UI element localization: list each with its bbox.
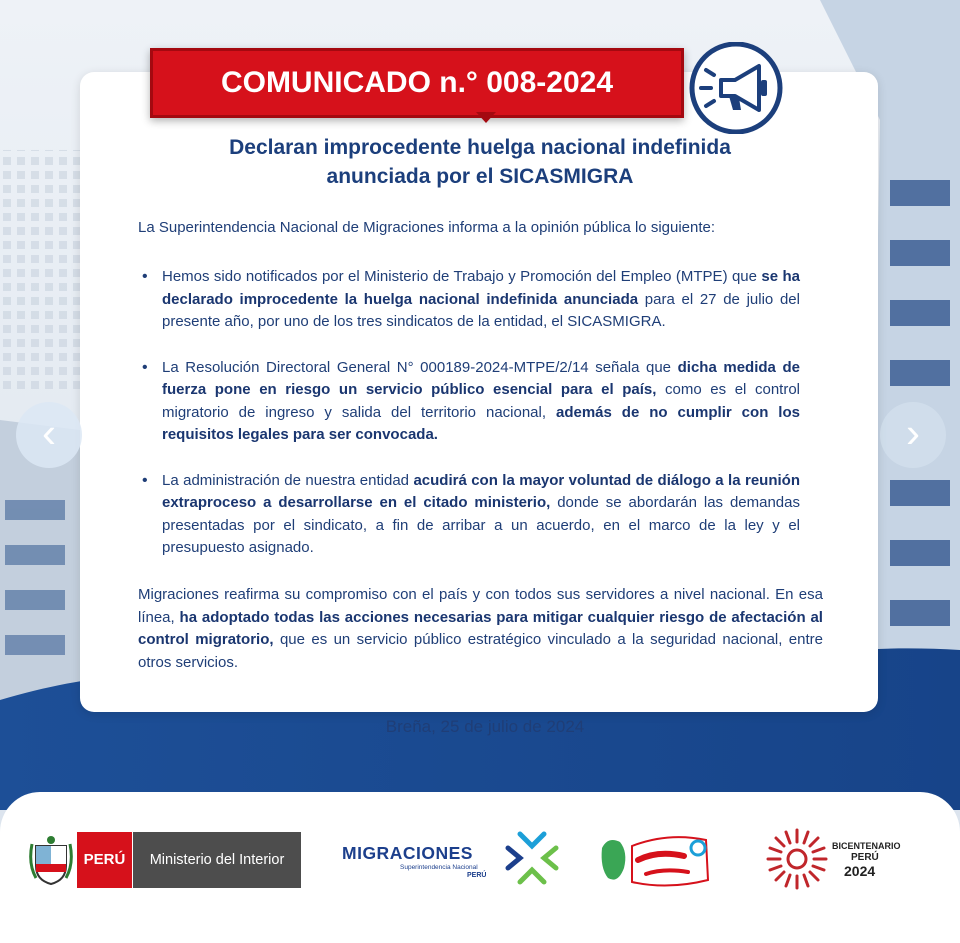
ministry-brand-box: Ministerio del Interior: [133, 832, 301, 888]
headline: [120, 133, 840, 191]
carousel-prev-button[interactable]: ‹: [16, 402, 82, 468]
migraciones-logo-subtitle: Superintendencia Nacional: [400, 864, 478, 871]
peru-coat-of-arms-icon: [28, 834, 74, 888]
peru-brand-box: PERÚ: [77, 832, 132, 888]
ponle-punche-peru-logo: [598, 828, 716, 894]
migraciones-emblem-icon: [500, 826, 564, 890]
communique-title: COMUNICADO n.° 008-2024: [150, 48, 684, 118]
bullet-list: [140, 266, 800, 583]
headline-line-2: anunciada por el SICASMIGRA: [326, 165, 634, 188]
bicentenario-country: PERÚ: [851, 852, 879, 863]
bicentenario-label: BICENTENARIO: [832, 841, 901, 851]
closing-paragraph: Migraciones reafirma su compromiso con el país y con todos sus servidores a nivel nacional. En esa línea, ha adoptado todas las acciones necesarias para mitigar cualquier riesgo de afectación al control migratorio, que es un servicio público estratégico vinculado a la seguridad nacional, entre otros servicios.: [138, 586, 823, 671]
bullet-item-2: • La Resolución Directoral General N° 000189-2024-MTPE/2/14 señala que dicha medida de fuerza pone en riesgo un servicio público esencial para el país, como es el control migratorio de ingreso y salida del territorio nacional, además de no cumplir con los requisitos legales para ser convocada.: [140, 357, 800, 447]
bicentenario-year: 2024: [844, 863, 876, 879]
megaphone-icon: [679, 42, 793, 134]
intro-paragraph: La Superintendencia Nacional de Migraciones informa a la opinión pública lo siguiente:: [138, 219, 716, 236]
migraciones-logo-name: MIGRACIONES: [342, 843, 473, 863]
bullet-item-3: • La administración de nuestra entidad acudirá con la mayor voluntad de diálogo a la reunión extraproceso a desarrollarse en el citado ministerio, donde se abordarán las demandas presentadas por el sindicato, a fin de arribar a un acuerdo, en el marco de la ley y el presupuesto asignado.: [140, 470, 800, 560]
bullet-item-1: • Hemos sido notificados por el Ministerio de Trabajo y Promoción del Empleo (MTPE) que se ha declarado improcedente la huelga nacional indefinida anunciada para el 27 de julio del presente año, por uno de los tres sindicatos de la entidad, el SICASMIGRA.: [140, 266, 800, 334]
migraciones-logo-country: PERÚ: [467, 872, 487, 879]
headline-line-1: Declaran improcedente huelga nacional indefinida: [229, 136, 731, 159]
date-line: Breña, 25 de julio de 2024: [385, 717, 585, 736]
carousel-next-button[interactable]: ›: [880, 402, 946, 468]
bicentenario-emblem-icon: [764, 826, 830, 892]
banner-pointer: [476, 112, 496, 123]
